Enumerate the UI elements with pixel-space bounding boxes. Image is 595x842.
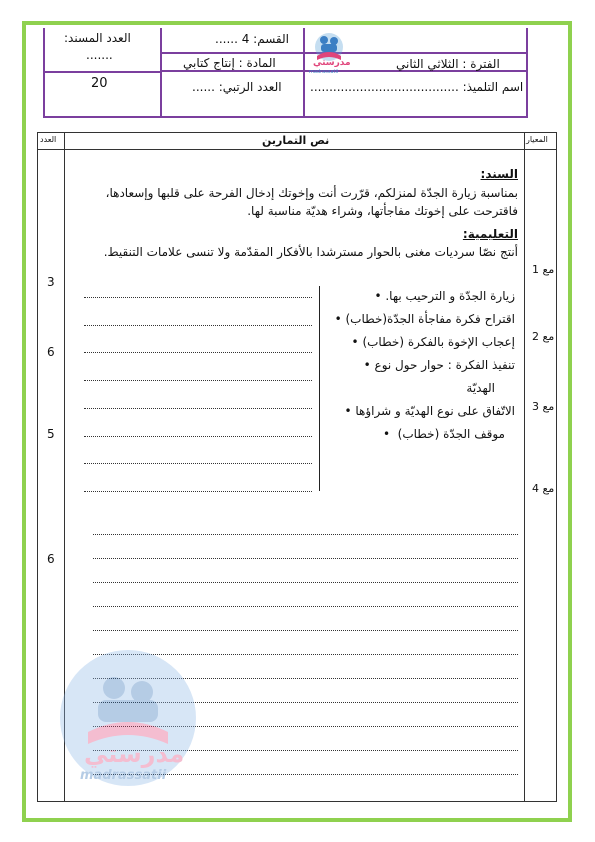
- count-value: 20: [91, 76, 108, 91]
- idea-6: موقف الجدّة (خطاب) •: [382, 427, 505, 441]
- long-writing-line[interactable]: [93, 534, 518, 535]
- idea-2: اقتراح فكرة مفاجأة الجدّة(خطاب) •: [334, 312, 515, 326]
- logo-subtext: madrassatii: [309, 69, 339, 75]
- instruction-text: أنتج نصّا سرديات مغنى بالحوار مسترشدا بالأفكار المقدّمة ولا تنسى علامات التنقيط.: [103, 245, 518, 259]
- col-criteria-header: المعيار: [526, 135, 548, 144]
- short-writing-line[interactable]: [84, 380, 312, 381]
- short-writing-line[interactable]: [84, 463, 312, 464]
- watermark-text: مدرستي: [84, 740, 185, 768]
- watermark-subtext: madrassatii: [80, 768, 167, 783]
- criterion-4: مع 4: [532, 482, 555, 495]
- score-1: 3: [47, 275, 55, 289]
- idea-1: زيارة الجدّة و الترحيب بها. •: [374, 289, 515, 303]
- support-text: بمناسبة زيارة الجدّة لمنزلكم، قرّرت أنت وإخوتك إدخال الفرحة على قلبها وإسعادها، فاقترحت على إخوتك مفاجأتها، وشراء هديّة مناسبة لها.: [105, 186, 518, 218]
- count-label: العدد المسند:: [64, 31, 131, 45]
- short-writing-line[interactable]: [84, 408, 312, 409]
- short-writing-line[interactable]: [84, 352, 312, 353]
- logo: [305, 30, 353, 76]
- ideas-divider: [319, 286, 320, 491]
- criterion-2: مع 2: [532, 330, 555, 343]
- instruction-title: التعليمية:: [462, 227, 518, 241]
- count-underline: [48, 71, 152, 73]
- criterion-3: مع 3: [532, 400, 555, 413]
- long-writing-line[interactable]: [93, 558, 518, 559]
- watermark: [58, 648, 198, 788]
- long-writing-line[interactable]: [93, 606, 518, 607]
- period-label: الفترة : الثلاثي الثاني: [396, 57, 500, 71]
- short-writing-line[interactable]: [84, 325, 312, 326]
- serial-label: العدد الرتبي: ......: [192, 80, 282, 94]
- support-title: السند:: [480, 167, 518, 181]
- col-score-header: العدد: [40, 135, 57, 144]
- idea-5: الاتّفاق على نوع الهديّة و شراؤها •: [344, 404, 515, 418]
- short-writing-line[interactable]: [84, 436, 312, 437]
- criterion-1: مع 1: [532, 263, 555, 276]
- idea-4: تنفيذ الفكرة : حوار حول نوع •: [363, 358, 515, 372]
- logo-text: مدرستي: [313, 58, 351, 68]
- idea-3: إعجاب الإخوة بالفكرة (خطاب) •: [351, 335, 515, 349]
- section-label: القسم: 4 ......: [215, 32, 289, 46]
- col-text-header: نص التمارين: [262, 134, 330, 147]
- score-2: 6: [47, 345, 55, 359]
- score-3: 5: [47, 427, 55, 441]
- count-dots: .......: [86, 48, 113, 62]
- score-4: 6: [47, 552, 55, 566]
- idea-4-cont: الهديّة: [466, 381, 495, 395]
- subject-label: المادة : إنتاج كتابي: [183, 56, 276, 70]
- long-writing-line[interactable]: [93, 582, 518, 583]
- short-writing-line[interactable]: [84, 297, 312, 298]
- student-label: اسم التلميذ: .......................................: [310, 80, 524, 94]
- long-writing-line[interactable]: [93, 630, 518, 631]
- short-writing-line[interactable]: [84, 491, 312, 492]
